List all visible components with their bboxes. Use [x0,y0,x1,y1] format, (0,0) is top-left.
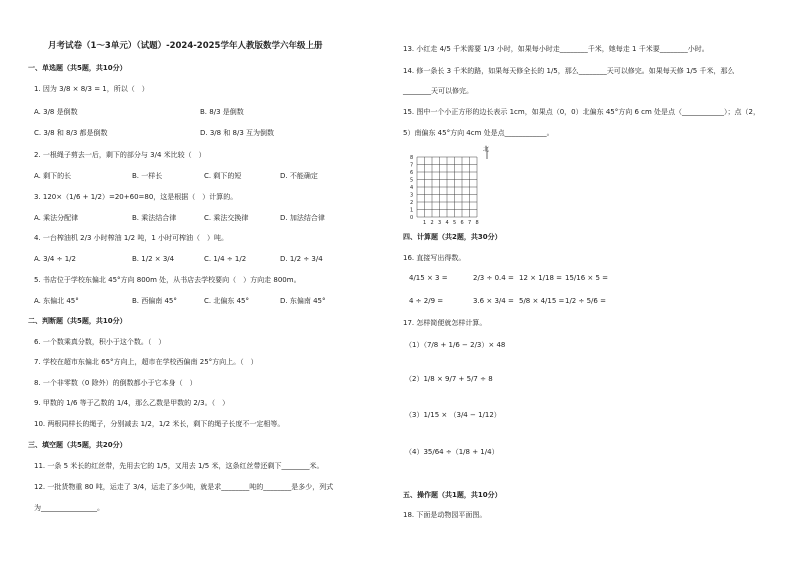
y-tick-label: 6 [410,170,414,176]
q1-option-d: D. 3/8 和 8/3 互为倒数 [200,129,275,137]
q2-option-b: B. 一样长 [132,172,163,180]
y-axis-labels [410,155,413,221]
question-18: 18. 下面是动物园平面图。 [403,511,487,519]
y-tick-label: 1 [410,207,414,214]
q4-option-a: A. 3/4 ÷ 1/2 [34,255,76,263]
x-tick-label: 5 [453,220,457,226]
q4-option-d: D. 1/2 ÷ 3/4 [280,255,323,263]
x-tick-label: 1 [423,220,427,226]
expr-4: （4）35/64 ÷（1/8 + 1/4） [405,448,499,456]
q3-option-d: D. 加法结合律 [280,214,325,222]
question-13: 13. 小红走 4/5 千米需要 1/3 小时，如果每小时走________千米，她每走 1 千米要________小时。 [403,45,709,53]
calc-5: 4 ÷ 2/9 = [409,297,444,305]
expr-3: （3）1/15 × （3/4 − 1/12） [405,411,501,419]
question-12-cont: 为________________。 [34,504,104,512]
y-tick-label: 4 [410,185,414,191]
question-4: 4. 一台榨油机 2/3 小时榨油 1/2 吨，1 小时可榨油（ ）吨。 [34,234,229,242]
question-6: 6. 一个数乘真分数，积小于这个数。（ ） [34,338,166,346]
q3-option-b: B. 乘法结合律 [132,214,177,222]
q5-option-d: D. 东偏南 45° [280,297,326,305]
section-3-heading: 三、填空题（共5题，共20分） [28,441,127,449]
question-11: 11. 一条 5 米长的红丝带，先用去它的 1/5，又用去 1/5 米，这条红丝带还剩下________米。 [34,462,324,470]
question-10: 10. 两根同样长的绳子，分别减去 1/2，1/2 米长，剩下的绳子长度不一定相等。 [34,420,285,428]
question-17: 17. 怎样简便就怎样计算。 [403,319,487,327]
expr-2: （2）1/8 × 9/7 + 5/7 ÷ 8 [405,375,493,383]
coordinate-grid [407,145,490,226]
x-tick-label: 7 [468,220,472,226]
question-9: 9. 甲数的 1/6 等于乙数的 1/4，那么乙数是甲数的 2/3。（ ） [34,399,230,407]
q5-option-a: A. 东偏北 45° [34,297,79,305]
north-label: 北 [483,146,490,153]
q2-option-d: D. 不能确定 [280,172,318,180]
section-4-heading: 四、计算题（共2题，共30分） [403,233,502,241]
x-tick-label: 2 [430,220,434,226]
question-15-cont: 5）南偏东 45°方向 4cm 处是点____________。 [403,129,554,137]
question-16: 16. 直接写出得数。 [403,254,466,262]
grid-lines [417,146,490,217]
question-14: 14. 修一条长 3 千米的路，如果每天修全长的 1/5，那么________天可以修完。如果每天修 1/5 千米，那么 [403,67,735,75]
page-title: 月考试卷（1～3单元）（试题）-2024-2025学年人教版数学六年级上册 [48,41,323,51]
y-tick-label: 3 [410,192,414,199]
section-1-heading: 一、单选题（共5题，共10分） [28,64,127,72]
x-tick-label: 8 [475,220,479,226]
question-14-cont: ________天可以修完。 [403,87,473,95]
calc-4: 15/16 × 5 = [565,274,609,282]
q5-option-c: C. 北偏东 45° [204,297,249,305]
q1-option-b: B. 8/3 是倒数 [200,108,244,116]
q1-option-c: C. 3/8 和 8/3 都是倒数 [34,129,108,137]
question-8: 8. 一个非零数（0 除外）的倒数都小于它本身（ ） [34,379,197,387]
question-1: 1. 因为 3/8 × 8/3 = 1，所以（ ） [34,85,149,93]
x-tick-label: 4 [445,220,449,226]
q2-option-a: A. 剩下的长 [34,172,72,180]
q3-option-c: C. 乘法交换律 [204,214,249,222]
expr-1: （1）（7/8 + 1/6 − 2/3）× 48 [405,341,506,349]
question-5: 5. 书店位于学校东偏北 45°方向 800m 处，从书店去学校要向（ ）方向走 800m。 [34,276,301,284]
x-tick-label: 6 [460,220,464,226]
y-tick-label: 0 [410,215,414,221]
q2-option-c: C. 剩下的短 [204,172,242,180]
question-15: 15. 图中一个小正方形的边长表示 1cm，如果点（0，0）北偏东 45°方向 6 cm 处是点（____________）；点（2， [403,108,760,116]
y-tick-label: 5 [410,177,414,184]
calc-2: 2/3 ÷ 0.4 = [473,274,514,282]
calc-3: 12 × 1/18 = [519,274,563,282]
calc-7: 5/8 × 4/15 = [519,297,565,305]
calc-1: 4/15 × 3 = [409,274,448,282]
y-tick-label: 8 [410,155,414,161]
q1-option-a: A. 3/8 是倒数 [34,108,78,116]
calc-6: 3.6 × 3/4 = [473,297,514,305]
q4-option-c: C. 1/4 ÷ 1/2 [204,255,247,263]
q5-option-b: B. 西偏南 45° [132,297,177,305]
y-tick-label: 7 [410,162,414,169]
question-12: 12. 一批货物重 80 吨，运走了 3/4，运走了多少吨，就是求________吨的________是多少，列式 [34,483,334,491]
section-2-heading: 二、判断题（共5题，共10分） [28,317,127,325]
question-7: 7. 学校在超市东偏北 65°方向上，超市在学校西偏南 25°方向上。（ ） [34,358,258,366]
question-3: 3. 120×（1/6 + 1/2）=20+60=80，这是根据（ ）计算的。 [34,193,238,201]
section-5-heading: 五、操作题（共1题，共10分） [403,491,502,499]
calc-8: 1/2 ÷ 5/6 = [565,297,606,305]
x-tick-label: 3 [438,220,442,226]
y-tick-label: 2 [410,200,414,206]
q3-option-a: A. 乘法分配律 [34,214,79,222]
question-2: 2. 一根绳子剪去一后，剩下的部分与 3/4 米比较（ ） [34,151,206,159]
q4-option-b: B. 1/2 × 3/4 [132,255,175,263]
right-page [397,0,794,562]
x-axis-labels [423,220,479,226]
